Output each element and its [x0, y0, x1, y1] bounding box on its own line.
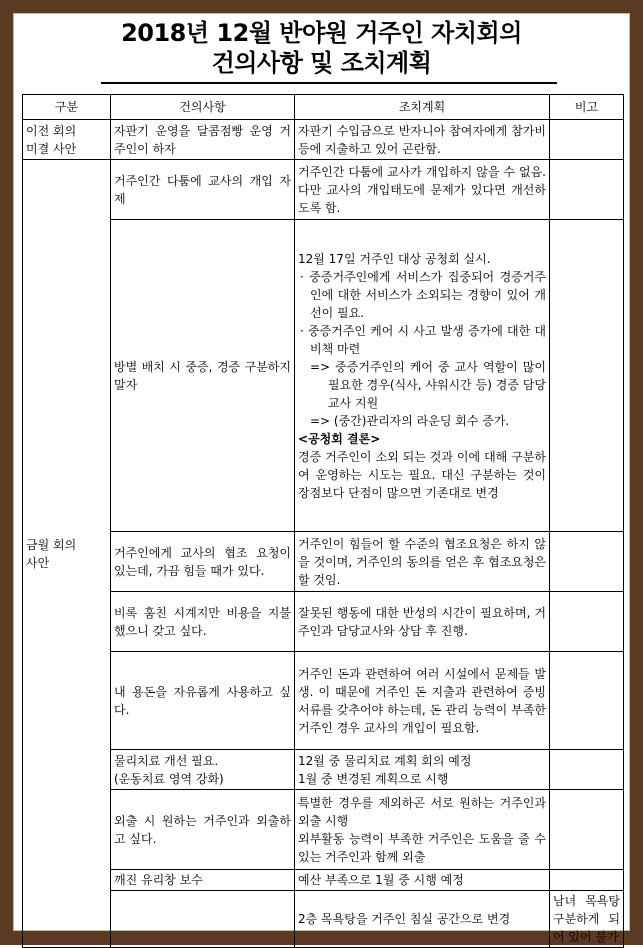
suggestion-cell: 물리치료 개선 필요. (운동치료 영역 강화) — [111, 750, 295, 790]
action-cell — [295, 790, 550, 870]
action-cell — [295, 160, 550, 220]
title-line-1: 2018년 12월 반야원 거주인 자치회의 — [121, 19, 522, 47]
note-cell — [550, 790, 624, 870]
action-cell — [295, 652, 550, 750]
table-row — [23, 790, 624, 870]
suggestion-cell: 외출 시 원하는 거주인과 외출하고 싶다. — [111, 790, 295, 870]
action-cell — [295, 750, 550, 790]
action-line: 거주인이 힘들어 할 수준의 협조요청은 하지 않을 것이며, 거주인의 동의를 얻은 후 협조요청은 할 것임. — [298, 536, 546, 587]
action-line: 거주인간 다툼에 교사가 개입하지 않을 수 없음. 다만 교사의 개입태도에 문제가 있다면 개선하도록 함. — [298, 164, 546, 215]
action-line: 남녀 목욕탕 구분하게 되어 있어 불가 — [553, 894, 620, 944]
action-bullet: · 중증거주인 케어 시 사고 발생 증가에 대한 대비책 마련 — [300, 323, 546, 356]
note-cell — [550, 220, 624, 532]
conclusion-text: 경증 거주인이 소외 되는 것과 이에 대해 구분하여 운영하는 시도는 필요. 대신 구분하는 것이 장점보다 단점이 많으면 기존대로 변경 — [298, 449, 546, 500]
suggestion-cell: 내 용돈을 자유롭게 사용하고 싶다. — [111, 652, 295, 750]
table-row — [23, 750, 624, 790]
action-line: 거주인 돈과 관련하여 여러 시설에서 문제들 발생. 이 때문에 거주인 돈 지출과 관련하여 증빙서류를 갖추어야 하는데, 돈 관리 능력이 부족한 거주인 경우 교사의 개입이 필요함. — [298, 666, 546, 735]
suggestion-cell: 거주인에게 교사의 협조 요청이 있는데, 가끔 힘들 때가 있다. — [111, 532, 295, 592]
action-line: 특별한 경우를 제외하곤 서로 원하는 거주인과 외출 시행 — [298, 795, 546, 828]
suggestion-cell: 거주인간 다툼에 교사의 개입 자제 — [111, 160, 295, 220]
table-row — [23, 120, 624, 160]
suggestion-cell: 방별 배치 시 중증, 경증 구분하지 말자 — [111, 220, 295, 532]
document-title — [14, 18, 629, 78]
header-note: 비고 — [550, 95, 624, 120]
action-cell — [295, 532, 550, 592]
action-line: 자판기 수입금으로 반자니아 참여자에게 참가비 등에 지출하고 있어 곤란함. — [298, 123, 546, 156]
note-cell — [550, 750, 624, 790]
table-row — [23, 160, 624, 220]
action-bullet: · 중증거주인에게 서비스가 집중되어 경증거주인에 대한 서비스가 소외되는 경향이 있어 개선이 필요. — [300, 269, 546, 320]
table-header-row — [23, 95, 624, 120]
action-cell — [295, 220, 550, 532]
suggestion-cell: 2층 목욕탕을 거주인 침실 공간으로 변경 — [295, 891, 550, 948]
note-cell — [550, 120, 624, 160]
suggestion-cell: 자판기 운영을 달콤점빵 운영 거주인이 하자 — [111, 120, 295, 160]
action-subitem: => 중증거주인의 케어 중 교사 역할이 많이 필요한 경우(식사, 샤워시간 등) 경증 담당 교사 지원 — [310, 359, 546, 410]
action-line: 1월 중 변경된 계획으로 시행 — [298, 771, 449, 786]
note-cell — [550, 870, 624, 891]
note-cell — [550, 592, 624, 652]
title-underline — [101, 82, 557, 84]
suggestion-cell: 비록 훔친 시계지만 비용을 지불했으니 갖고 싶다. — [111, 592, 295, 652]
action-line: 12월 17일 거주인 대상 공청회 실시. — [298, 251, 491, 266]
table-row — [23, 592, 624, 652]
category-empty — [111, 891, 295, 948]
table-row — [23, 220, 624, 532]
document-page — [13, 13, 630, 944]
table-row — [23, 532, 624, 592]
title-line-2: 건의사항 및 조치계획 — [211, 49, 432, 77]
action-line: 잘못된 행동에 대한 반성의 시간이 필요하며, 거주인과 담당교사와 상담 후 진행. — [298, 605, 546, 638]
action-line: 12월 중 물리치료 계획 회의 예정 — [298, 753, 472, 768]
table-row — [23, 891, 624, 948]
action-line: 예산 부족으로 1월 중 시행 예정 — [298, 873, 464, 887]
category-current: 금월 회의 사안 — [23, 160, 111, 948]
action-cell — [295, 592, 550, 652]
action-cell — [295, 870, 550, 891]
category-previous: 이전 회의 미결 사안 — [23, 120, 111, 160]
action-subitem: => (중간)관리자의 라운딩 회수 증가. — [310, 413, 510, 428]
note-cell — [550, 532, 624, 592]
header-suggestion: 건의사항 — [111, 95, 295, 120]
header-category: 구분 — [23, 95, 111, 120]
table-row — [23, 652, 624, 750]
action-line: 외부활동 능력이 부족한 거주인은 도움을 줄 수 있는 거주인과 함께 외출 — [298, 831, 546, 864]
action-cell — [550, 891, 624, 948]
suggestion-cell: 깨진 유리창 보수 — [111, 870, 295, 891]
action-cell — [295, 120, 550, 160]
table-row — [23, 870, 624, 891]
suggestions-table — [22, 94, 624, 948]
header-action: 조치계획 — [295, 95, 550, 120]
note-cell — [550, 652, 624, 750]
conclusion-heading: <공청회 결론> — [298, 431, 381, 446]
note-cell — [550, 160, 624, 220]
